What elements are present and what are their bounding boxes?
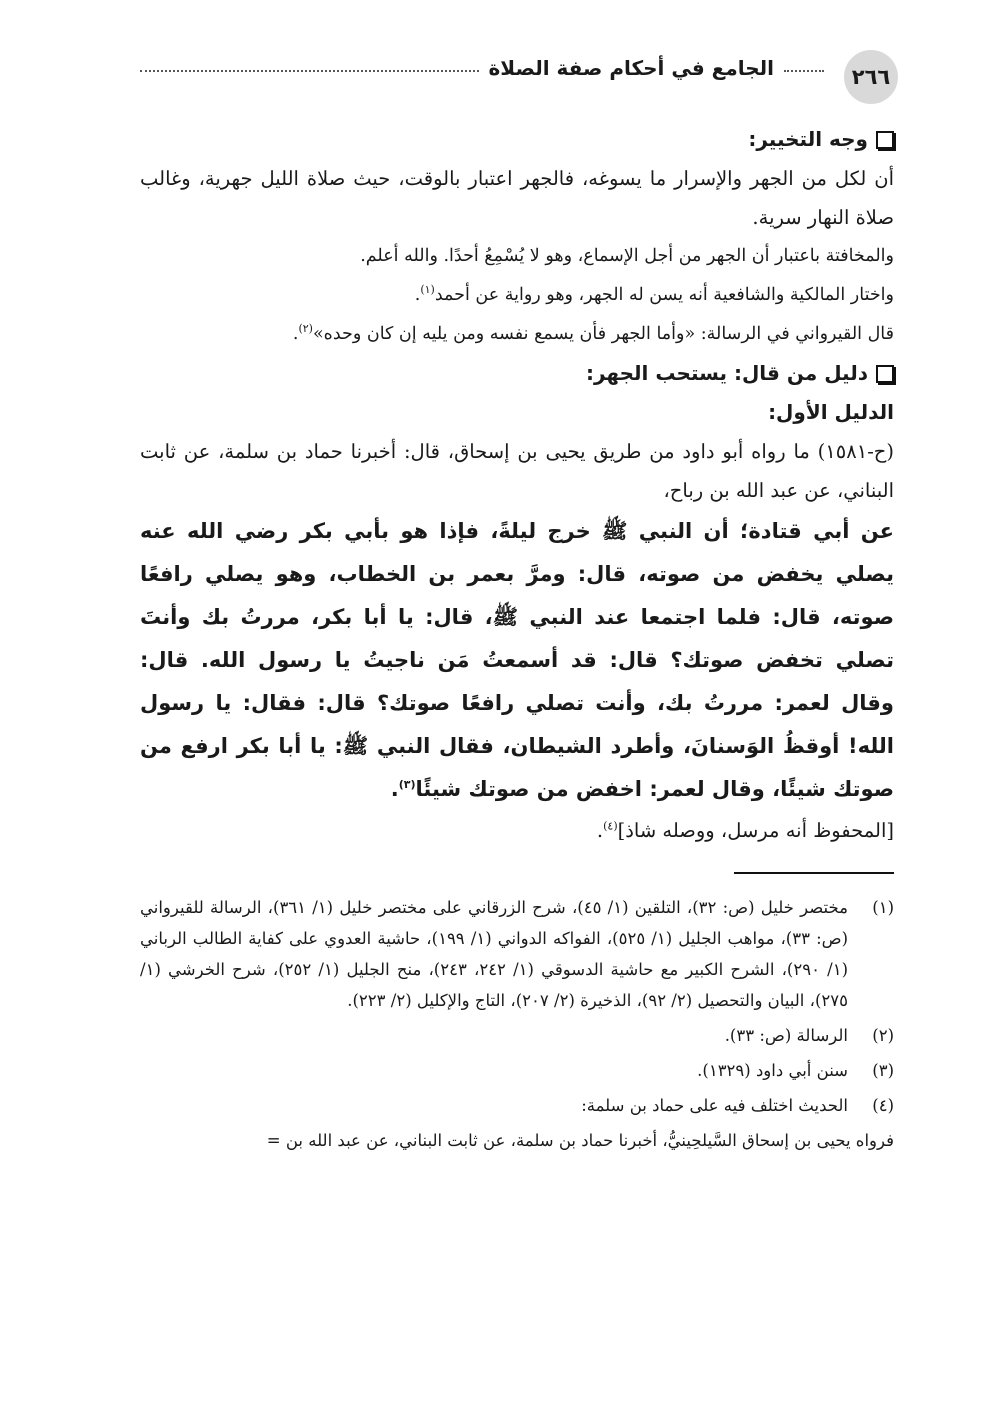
footnote-1 bbox=[140, 892, 894, 1016]
header-dots-right bbox=[784, 70, 824, 72]
header-title-row bbox=[140, 56, 824, 80]
paragraph-4-text: قال القيرواني في الرسالة: «وأما الجهر فأن يسمع نفسه ومن يليه إن كان وحده» bbox=[312, 324, 894, 344]
paragraph-5: (ح-١٥٨١) ما رواه أبو داود من طريق يحيى بن إسحاق، قال: أخبرنا حماد بن سلمة، عن ثابت البناني، عن عبد الله بن رباح، bbox=[140, 440, 894, 502]
subheading-first-evidence: الدليل الأول: bbox=[768, 400, 894, 424]
footnote-text: سنن أبي داود (١٣٢٩). bbox=[697, 1061, 848, 1080]
footnote-separator-wrap bbox=[140, 850, 894, 892]
header-dots-left bbox=[140, 70, 479, 72]
footnote-continuation: فرواه يحيى بن إسحاق السَّيلحِينيُّ، أخبرنا حماد بن سلمة، عن ثابت البناني، عن عبد الله بن = bbox=[266, 1131, 894, 1150]
footnote-number: (١) bbox=[872, 898, 894, 917]
hadith-body: عن أبي قتادة؛ أن النبي ﷺ خرج ليلةً، فإذا هو بأبي بكر رضي الله عنه يصلي يخفض من صوته، قال: ومرَّ بعمر بن الخطاب، وهو يصلي رافعًا صوته، قال: فلما اجتمعا عند النبي ﷺ، قال: يا أبا بكر، مررتُ بك وأنتَ تصلي تخفض صوتك؟ قال: قد أسمعتُ مَن ناجيتُ يا رسول الله. قال: وقال لعمر: مررتُ بك، وأنت تصلي رافعًا صوتك؟ قال: فقال: يا رسول الله! أوقظُ الوَسنانَ، وأطرد الشيطان، فقال النبي ﷺ: يا أبا بكر ارفع من صوتك شيئًا، وقال لعمر: اخفض من صوتك شيئًا bbox=[140, 519, 894, 801]
page bbox=[140, 40, 894, 1156]
section-heading-choice bbox=[140, 120, 894, 159]
section-heading-text: وجه التخيير: bbox=[748, 127, 868, 151]
footnote-ref-4[interactable]: (٤) bbox=[603, 819, 618, 833]
page-number: ٢٦٦ bbox=[844, 50, 898, 104]
paragraph-3: واختار المالكية والشافعية أنه يسن له الجهر، وهو رواية عن أحمد$^{(١)}$. bbox=[414, 283, 894, 305]
book-title: الجامع في أحكام صفة الصلاة bbox=[488, 56, 774, 80]
footnote-number: (٣) bbox=[872, 1061, 894, 1080]
paragraph-2: والمخافتة باعتبار أن الجهر من أجل الإسماع، وهو لا يُسْمِعُ أحدًا. والله أعلم. bbox=[360, 246, 894, 266]
hadith-text: عن أبي قتادة؛ أن النبي ﷺ خرج ليلةً، فإذا هو بأبي بكر رضي الله عنه يصلي يخفض من صوته، قال: ومرَّ بعمر بن الخطاب، وهو يصلي رافعًا صوته، قال: فلما اجتمعا عند النبي ﷺ، قال: يا أبا بكر، مررتُ بك وأنتَ تصلي تخفض صوتك؟ قال: قد أسمعتُ مَن ناجيتُ يا رسول الله. قال: وقال لعمر: مررتُ بك، وأنت تصلي رافعًا صوتك؟ قال: فقال: يا رسول الله! أوقظُ الوَسنانَ، وأطرد الشيطان، فقال النبي ﷺ: يا أبا بكر ارفع من صوتك شيئًا، وقال لعمر: اخفض من صوتك شيئًا$^{(٣)}$. bbox=[140, 519, 894, 801]
footnote-4 bbox=[140, 1090, 894, 1121]
footnote-text: الرسالة (ص: ٣٣). bbox=[724, 1026, 848, 1045]
footnotes bbox=[140, 892, 894, 1156]
paragraph-1: أن لكل من الجهر والإسرار ما يسوغه، فالجهر اعتبار بالوقت، حيث صلاة الليل جهرية، وغالب صلاة النهار سرية. bbox=[140, 167, 894, 229]
bracket-note-text: [المحفوظ أنه مرسل، ووصله شاذ] bbox=[617, 819, 894, 842]
running-header bbox=[140, 40, 894, 102]
footnote-ref-2[interactable]: (٢) bbox=[298, 322, 313, 336]
section-heading-text: دليل من قال: يستحب الجهر: bbox=[585, 361, 868, 385]
footnote-text: مختصر خليل (ص: ٣٢)، التلقين (١/ ٤٥)، شرح الزرقاني على مختصر خليل (١/ ٣٦١)، الرسالة للقيرواني (ص: ٣٣)، مواهب الجليل (١/ ٥٢٥)، الفواكه الدواني (١/ ١٩٩)، حاشية العدوي على كفاية الطالب الرباني (١/ ٢٩٠)، الشرح الكبير مع حاشية الدسوقي (١/ ٢٤٢، ٢٤٣)، منح الجليل (١/ ٢٥٢)، شرح الخرشي (١/ ٢٧٥)، البيان والتحصيل (٢/ ٩٢)، الذخيرة (٢/ ٢٠٧)، التاج والإكليل (٢/ ٢٢٣). bbox=[140, 898, 849, 1010]
footnote-number: (٤) bbox=[872, 1096, 894, 1115]
checkbox-square-icon bbox=[876, 131, 894, 149]
bracket-note: [المحفوظ أنه مرسل، ووصله شاذ]$^{(٤)}$. bbox=[596, 819, 894, 842]
footnote-ref-3[interactable]: (٣) bbox=[398, 778, 416, 791]
footnote-number: (٢) bbox=[872, 1026, 894, 1045]
paragraph-3-text: واختار المالكية والشافعية أنه يسن له الجهر، وهو رواية عن أحمد bbox=[434, 285, 894, 305]
footnote-separator bbox=[734, 872, 894, 874]
footnote-text: الحديث اختلف فيه على حماد بن سلمة: bbox=[581, 1096, 848, 1115]
footnote-3 bbox=[140, 1055, 894, 1086]
footnote-2 bbox=[140, 1020, 894, 1051]
main-text bbox=[140, 120, 894, 850]
checkbox-square-icon bbox=[876, 365, 894, 383]
footnote-ref-1[interactable]: (١) bbox=[420, 283, 435, 297]
section-heading-evidence bbox=[140, 354, 894, 393]
paragraph-4: قال القيرواني في الرسالة: «وأما الجهر فأن يسمع نفسه ومن يليه إن كان وحده»$^{(٢)}$. bbox=[292, 322, 894, 344]
